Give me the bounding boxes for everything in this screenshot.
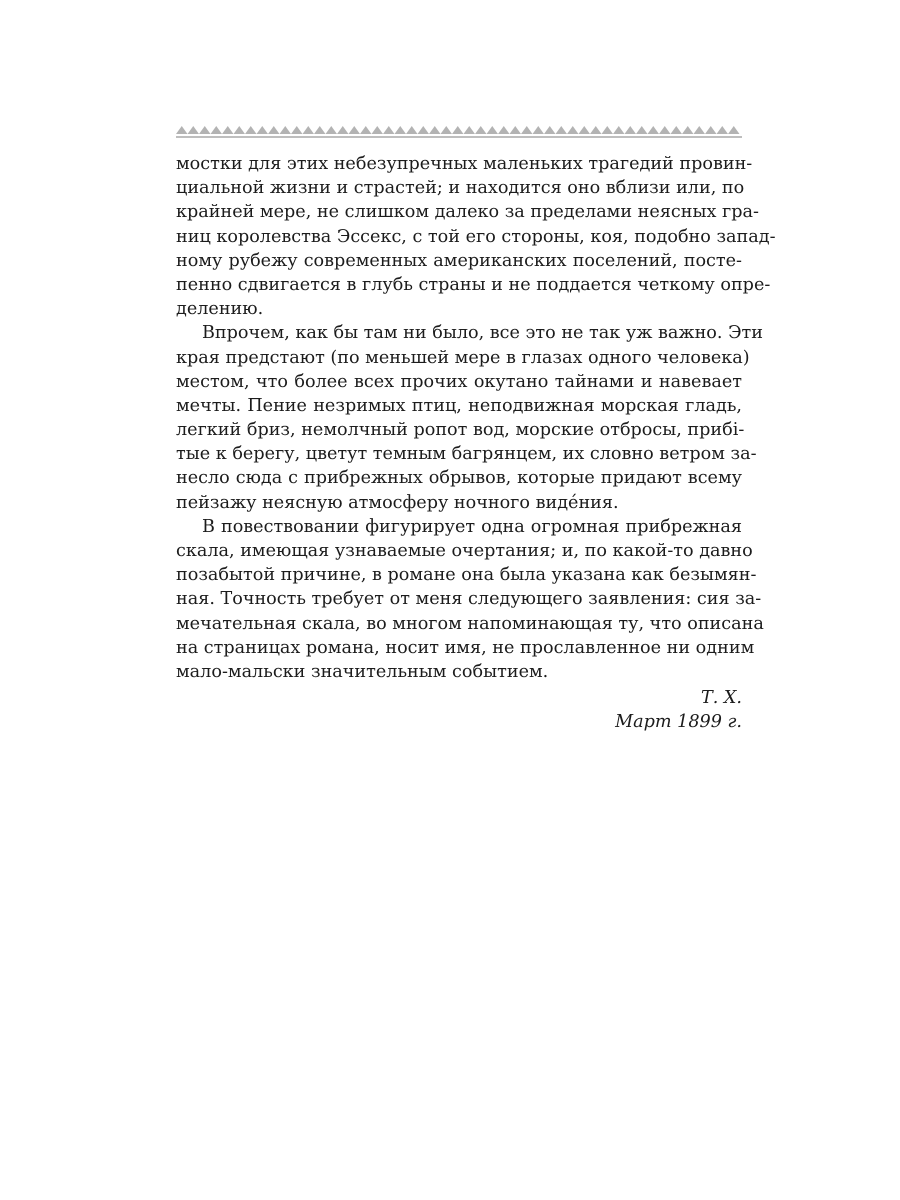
ornament-triangle xyxy=(268,126,280,134)
signature-initials: Т. Х. xyxy=(700,688,742,708)
text-line: мостки для этих небезупречных маленьких трагедий провин- xyxy=(176,154,753,174)
ornament-triangle xyxy=(441,126,453,134)
ornament-triangle xyxy=(636,126,648,134)
ornament-triangle xyxy=(717,126,729,134)
paragraph-2 xyxy=(176,321,763,515)
ornament-triangle xyxy=(533,126,545,134)
text-line: местом, что более всех прочих окутано тайнами и навевает xyxy=(176,371,742,392)
text-line: В повествовании фигурирует одна огромная прибрежная xyxy=(202,516,742,537)
ornament-triangle xyxy=(671,126,683,134)
text-line: мало-мальски значительным событием. xyxy=(176,661,549,682)
ornament-triangle xyxy=(326,126,338,134)
ornament-triangle xyxy=(314,126,326,134)
ornament-triangle xyxy=(337,126,349,134)
ornament-triangle xyxy=(234,126,246,134)
ornament-triangle xyxy=(199,126,211,134)
ornament-triangle xyxy=(176,126,188,134)
ornament-triangle xyxy=(590,126,602,134)
text-line: позабытой причине, в романе она была указана как безымян- xyxy=(176,565,757,586)
ornament-triangle xyxy=(728,126,740,134)
text-line: края предстают (по меньшей мере в глазах одного человека) xyxy=(176,347,750,368)
ornament-triangle xyxy=(383,126,395,134)
ornament-triangle xyxy=(452,126,464,134)
ornament-triangle xyxy=(418,126,430,134)
text-line: Впрочем, как бы там ни было, все это не так уж важно. Эти xyxy=(202,323,763,344)
ornament-triangle xyxy=(372,126,384,134)
ornament-triangle xyxy=(556,126,568,134)
ornament-triangle xyxy=(487,126,499,134)
text-line: ная. Точность требует от меня следующего заявления: сия за- xyxy=(176,589,762,610)
text-line: легкий бриз, немолчный ропот вод, морские отбросы, прибі- xyxy=(176,420,745,441)
ornament-triangle xyxy=(406,126,418,134)
ornament-triangle xyxy=(222,126,234,134)
ornament-triangle xyxy=(613,126,625,134)
text-line: крайней мере, не слишком далеко за пределами неясных гра- xyxy=(176,202,759,223)
page-body xyxy=(176,152,776,684)
ornament-triangle xyxy=(567,126,579,134)
ornament-triangle xyxy=(705,126,717,134)
text-line: мечательная скала, во многом напоминающая ту, что описана xyxy=(176,613,764,634)
ornament-triangle xyxy=(694,126,706,134)
ornament-triangle xyxy=(291,126,303,134)
ornament-triangle xyxy=(395,126,407,134)
ornament-triangle xyxy=(521,126,533,134)
ornament-triangle xyxy=(188,126,200,134)
ornament-triangle xyxy=(510,126,522,134)
ornament-triangle xyxy=(498,126,510,134)
text-line: несло сюда с прибрежных обрывов, которые придают всему xyxy=(176,468,742,489)
paragraph-3 xyxy=(176,515,764,684)
ornament-triangle xyxy=(602,126,614,134)
paragraph-1 xyxy=(176,152,776,321)
text-line: пенно сдвигается в глубь страны и не поддается четкому опре- xyxy=(176,274,771,295)
text-line: пейзажу неясную атмосферу ночного видéния. xyxy=(176,492,619,513)
header-ornament xyxy=(176,122,742,142)
ornament-triangle xyxy=(475,126,487,134)
text-line: ниц королевства Эссекс, с той его стороны, коя, подобно запад- xyxy=(176,226,776,247)
text-line: ному рубежу современных американских поселений, посте- xyxy=(176,250,742,271)
ornament-triangle xyxy=(659,126,671,134)
text-line: скала, имеющая узнаваемые очертания; и, по какой-то давно xyxy=(176,541,753,561)
text-line: делению. xyxy=(176,299,264,320)
text-line: циальной жизни и страстей; и находится оно вблизи или, по xyxy=(176,178,745,199)
ornament-triangle xyxy=(648,126,660,134)
ornament-triangle xyxy=(464,126,476,134)
ornament-triangle xyxy=(245,126,257,134)
signature-date: Март 1899 г. xyxy=(615,712,742,733)
ornament-triangle xyxy=(280,126,292,134)
ornament-triangle xyxy=(257,126,269,134)
ornament-triangle xyxy=(349,126,361,134)
text-line: тые к берегу, цветут темным багрянцем, их словно ветром за- xyxy=(176,444,757,465)
text-line: мечты. Пение незримых птиц, неподвижная морская гладь, xyxy=(176,395,742,416)
ornament-triangle xyxy=(544,126,556,134)
ornament-triangle xyxy=(579,126,591,134)
ornament-triangle xyxy=(429,126,441,134)
ornament-triangle xyxy=(303,126,315,134)
ornament-triangle xyxy=(682,126,694,134)
signature xyxy=(176,686,742,734)
text-line: на страницах романа, носит имя, не прославленное ни одним xyxy=(176,637,755,658)
ornament-triangle xyxy=(360,126,372,134)
ornament-triangle xyxy=(625,126,637,134)
ornament-triangle xyxy=(211,126,223,134)
